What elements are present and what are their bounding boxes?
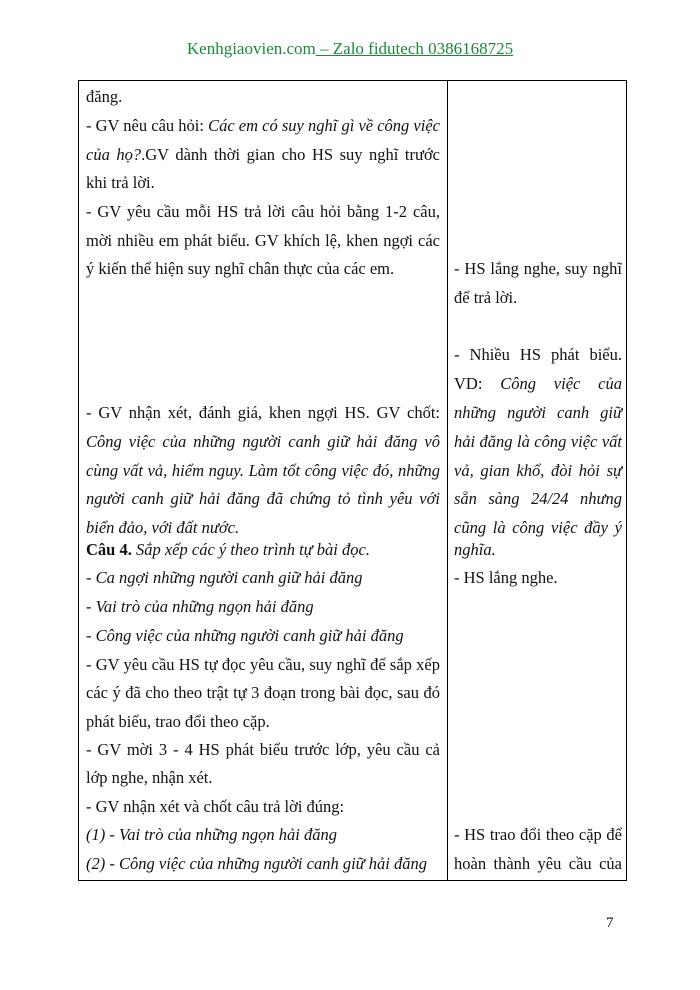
right-line-10: nghĩa. (454, 540, 496, 559)
left-line-10: cùng vất vả, hiểm nguy. Làm tốt công việc đó, những (86, 461, 440, 480)
question-4: Câu 4. Sắp xếp các ý theo trình tự bài đọc. (86, 540, 370, 559)
right-line-11: - HS lắng nghe. (454, 568, 558, 587)
left-line-19: - GV mời 3 - 4 HS phát biểu trước lớp, yêu cầu cả (86, 740, 440, 759)
right-line-5: những người canh giữ (454, 403, 622, 422)
left-line-6: mời nhiều em phát biểu. GV khích lệ, khen ngợi các (86, 231, 440, 250)
right-line-4: VD: Công việc của (454, 374, 622, 393)
right-line-9: cũng là công việc đầy ý (454, 518, 622, 537)
right-line-12: - HS trao đổi theo cặp để (454, 825, 622, 844)
left-line-16: - GV yêu cầu HS tự đọc yêu cầu, suy nghĩ để sắp xếp (86, 655, 440, 674)
right-line-13: hoàn thành yêu cầu của (454, 854, 622, 873)
right-line-7: vả, gian khổ, đòi hỏi sự (454, 461, 622, 480)
header-separator: – (315, 39, 333, 58)
left-line-12: biển đảo, với đất nước. (86, 518, 240, 537)
left-line-1: đăng. (86, 87, 123, 106)
left-line-21: - GV nhận xét và chốt câu trả lời đúng: (86, 797, 345, 816)
right-line-8: sẵn sàng 24/24 nhưng (454, 489, 622, 508)
option-2: - Vai trò của những ngọn hải đăng (86, 597, 314, 616)
left-line-17: các ý đã cho theo trật tự 3 đoạn trong bài đọc, sau đó (86, 683, 440, 702)
option-3: - Công việc của những người canh giữ hải đăng (86, 626, 404, 645)
left-line-5: - GV yêu cầu mỗi HS trả lời câu hỏi bằng 1-2 câu, (86, 202, 440, 221)
site-name: Kenhgiaovien.com (186, 39, 316, 58)
right-line-3: - Nhiều HS phát biểu. (454, 345, 622, 364)
left-line-9: Công việc của những người canh giữ hải đăng vô (86, 432, 440, 451)
answer-1: (1) - Vai trò của những ngọn hải đăng (86, 825, 337, 844)
page-number: 7 (606, 915, 614, 931)
left-line-20: lớp nghe, nhận xét. (86, 768, 213, 787)
page-header (0, 39, 700, 59)
left-line-11: người canh giữ hải đăng đã chứng tỏ tình yêu với (86, 489, 440, 508)
contact-link[interactable]: Zalo fidutech 0386168725 (332, 39, 514, 58)
right-line-2: để trả lời. (454, 288, 518, 307)
option-1: - Ca ngợi những người canh giữ hải đăng (86, 568, 363, 587)
column-divider (447, 80, 448, 881)
right-line-6: hải đăng là công việc vất (454, 432, 622, 451)
left-line-3: của họ?.GV dành thời gian cho HS suy nghĩ trước (86, 145, 440, 164)
left-line-4: khi trả lời. (86, 173, 155, 192)
left-line-18: phát biểu, trao đổi theo cặp. (86, 712, 270, 731)
left-line-8: - GV nhận xét, đánh giá, khen ngợi HS. GV chốt: (86, 403, 440, 422)
answer-2: (2) - Công việc của những người canh giữ hải đăng (86, 854, 427, 873)
left-line-2: - GV nêu câu hỏi: Các em có suy nghĩ gì về công việc (86, 116, 440, 135)
right-line-1: - HS lắng nghe, suy nghĩ (454, 259, 622, 278)
left-line-7: ý kiến thể hiện suy nghĩ chân thực của các em. (86, 259, 395, 278)
